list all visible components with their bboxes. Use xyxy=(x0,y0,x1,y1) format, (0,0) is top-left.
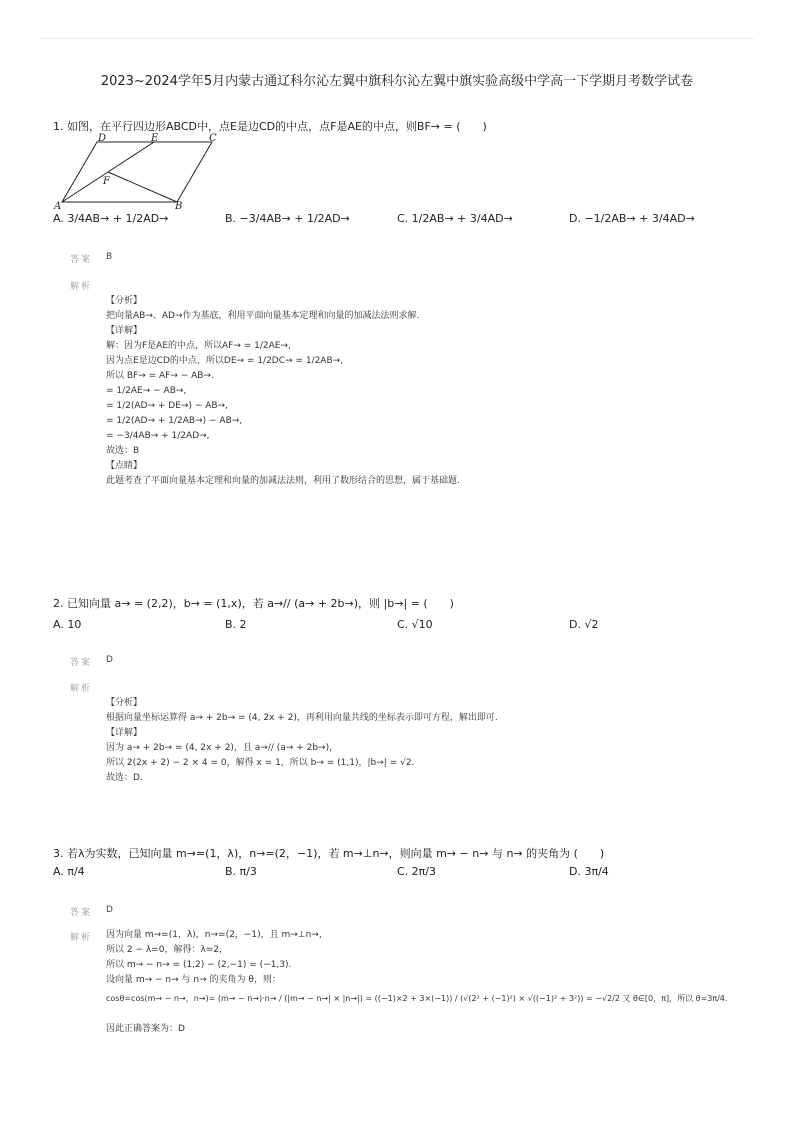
q2-analysis-line: 故选：D. xyxy=(106,773,143,783)
point-label-a: A xyxy=(54,201,62,212)
q1-option-b[interactable]: B. −3/4AB→ + 1/2AD→ xyxy=(225,212,350,225)
q1-option-a[interactable]: A. 3/4AB→ + 1/2AD→ xyxy=(53,212,169,225)
q1-analysis-line: 【点睛】 xyxy=(106,461,143,471)
q1-analysis-line: 此题考查了平面向量基本定理和向量的加减法法则，利用了数形结合的思想，属于基础题. xyxy=(106,476,460,486)
q2-analysis-label: 解析 xyxy=(70,684,93,694)
q1-analysis-line: 故选：B xyxy=(106,446,140,456)
q3-analysis-line: 因为向量 m→=(1，λ)，n→=(2，−1)，且 m→⊥n→， xyxy=(106,930,328,940)
q2-analysis-line: 根据向量坐标运算得 a→ + 2b→ = (4, 2x + 2)，再利用向量共线的坐标表示即可方程，解出即可. xyxy=(106,713,498,723)
q1-answer-value: B xyxy=(106,252,113,262)
q3-option-a[interactable]: A. π/4 xyxy=(53,865,85,878)
q1-analysis-label: 解析 xyxy=(70,282,93,292)
question-2-stem: 2. 已知向量 a→ = (2,2)，b→ = (1,x)，若 a→// (a→ + 2b→)，则 |b→| = ( ) xyxy=(53,597,454,610)
q1-answer-label: 答案 xyxy=(70,255,93,265)
q1-analysis-line: 解：因为F是AE的中点，所以AF→ = 1/2AE→, xyxy=(106,341,291,351)
q3-option-c[interactable]: C. 2π/3 xyxy=(397,865,436,878)
top-divider xyxy=(40,38,754,39)
q3-analysis-label: 解析 xyxy=(70,933,93,943)
q1-analysis-line: = 1/2AE→ − AB→, xyxy=(106,386,187,396)
q3-answer-value: D xyxy=(106,905,113,915)
point-label-d: D xyxy=(98,133,107,144)
q1-option-c[interactable]: C. 1/2AB→ + 3/4AD→ xyxy=(397,212,513,225)
q2-answer-value: D xyxy=(106,655,113,665)
q2-analysis-line: 因为 a→ + 2b→ = (4, 2x + 2)，且 a→// (a→ + 2b→)， xyxy=(106,743,339,753)
q3-option-d[interactable]: D. 3π/4 xyxy=(569,865,609,878)
q2-option-c[interactable]: C. √10 xyxy=(397,618,433,631)
q3-analysis-line: 所以 2 − λ=0，解得：λ=2， xyxy=(106,945,229,955)
q3-analysis xyxy=(106,928,728,1037)
q1-analysis-line: = 1/2(AD→ + 1/2AB→) − AB→, xyxy=(106,416,243,426)
q3-answer-label: 答案 xyxy=(70,908,93,918)
parallelogram-figure xyxy=(52,132,227,212)
point-label-e: E xyxy=(151,133,159,144)
q1-analysis-line: 【分析】 xyxy=(106,296,143,306)
q3-analysis-line: 设向量 m→ − n→ 与 n→ 的夹角为 θ，则： xyxy=(106,975,281,985)
q2-analysis-line: 【详解】 xyxy=(106,728,143,738)
q1-analysis-line: 把向量AB→、AD→作为基底，利用平面向量基本定理和向量的加减法法则求解. xyxy=(106,311,420,321)
q3-analysis-line: 所以 m→ − n→ = (1,2) − (2,−1) = (−1,3). xyxy=(106,960,292,970)
q3-option-b[interactable]: B. π/3 xyxy=(225,865,257,878)
point-label-f: F xyxy=(103,176,110,187)
question-3-stem: 3. 若λ为实数，已知向量 m→=(1，λ)，n→=(2，−1)，若 m→⊥n→，则向量 m→ − n→ 与 n→ 的夹角为 ( ) xyxy=(53,847,605,860)
point-label-c: C xyxy=(209,133,217,144)
q2-option-d[interactable]: D. √2 xyxy=(569,618,599,631)
q2-analysis-line: 所以 2(2x + 2) − 2 × 4 = 0，解得 x = 1，所以 b→ = (1,1)，|b→| = √2. xyxy=(106,758,415,768)
point-label-b: B xyxy=(175,201,183,212)
q2-answer-label: 答案 xyxy=(70,658,93,668)
q2-option-b[interactable]: B. 2 xyxy=(225,618,247,631)
q1-analysis-line: = −3/4AB→ + 1/2AD→, xyxy=(106,431,210,441)
q1-analysis-line: 【详解】 xyxy=(106,326,143,336)
q2-analysis xyxy=(106,696,706,786)
q1-option-d[interactable]: D. −1/2AB→ + 3/4AD→ xyxy=(569,212,695,225)
q3-analysis-formula: cosθ=cos(m→ − n→，n→)= (m→ − n→)·n→ / (|m→ − n→| × |n→|) = ((−1)×2 + 3×(−1)) / (√(2² + (−1)²) × √((−1)² + 3²)) = −√2/2 又 θ∈[0，π]，所以 θ=3π/4. xyxy=(106,994,728,1003)
q1-analysis-line: = 1/2(AD→ + DE→) − AB→, xyxy=(106,401,228,411)
q1-analysis-line: 因为点E是边CD的中点，所以DE→ = 1/2DC→ = 1/2AB→, xyxy=(106,356,344,366)
q1-analysis xyxy=(106,294,706,489)
q3-analysis-line: 因此正确答案为：D xyxy=(106,1024,185,1034)
q2-analysis-line: 【分析】 xyxy=(106,698,143,708)
question-1-stem: 1. 如图，在平行四边形ABCD中，点E是边CD的中点，点F是AE的中点，则BF→ = ( ) xyxy=(53,120,487,133)
q2-option-a[interactable]: A. 10 xyxy=(53,618,82,631)
q1-analysis-line: 所以 BF→ = AF→ − AB→. xyxy=(106,371,214,381)
page-title: 2023~2024学年5月内蒙古通辽科尔沁左翼中旗科尔沁左翼中旗实验高级中学高一下学期月考数学试卷 xyxy=(100,74,694,89)
